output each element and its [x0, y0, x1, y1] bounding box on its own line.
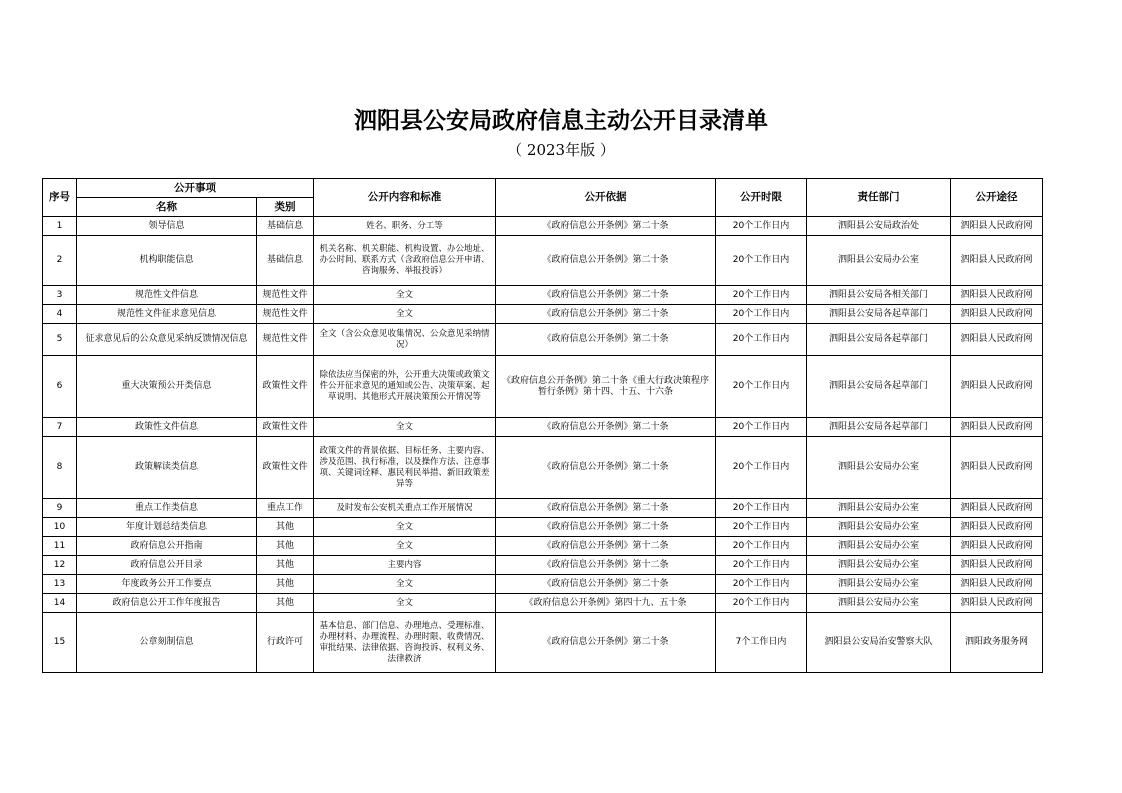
cell-category: 其他 — [257, 556, 314, 575]
table-row — [43, 217, 1043, 236]
cell-category: 规范性文件 — [257, 305, 314, 324]
cell-content: 全文（含公众意见收集情况、公众意见采纳情况） — [314, 324, 496, 356]
cell-content: 全文 — [314, 594, 496, 613]
header-channel: 公开途径 — [951, 179, 1043, 217]
cell-dept: 泗阳县公安局办公室 — [807, 437, 951, 499]
cell-name: 政府信息公开目录 — [77, 556, 257, 575]
table-row — [43, 575, 1043, 594]
cell-dept: 泗阳县公安局办公室 — [807, 236, 951, 286]
table-row — [43, 305, 1043, 324]
cell-content: 全文 — [314, 575, 496, 594]
table-row — [43, 286, 1043, 305]
cell-content: 全文 — [314, 286, 496, 305]
cell-dept: 泗阳县公安局政治处 — [807, 217, 951, 236]
cell-dept: 泗阳县公安局各相关部门 — [807, 286, 951, 305]
cell-basis: 《政府信息公开条例》第二十条 — [496, 324, 716, 356]
table-row — [43, 594, 1043, 613]
header-category: 类别 — [257, 198, 314, 217]
cell-name: 领导信息 — [77, 217, 257, 236]
cell-time: 20个工作日内 — [716, 418, 807, 437]
header-dept: 责任部门 — [807, 179, 951, 217]
cell-category: 其他 — [257, 518, 314, 537]
cell-channel: 泗阳县人民政府网 — [951, 518, 1043, 537]
cell-category: 规范性文件 — [257, 324, 314, 356]
cell-channel: 泗阳县人民政府网 — [951, 556, 1043, 575]
cell-time: 20个工作日内 — [716, 324, 807, 356]
cell-time: 20个工作日内 — [716, 575, 807, 594]
cell-seq: 10 — [43, 518, 77, 537]
cell-name: 重大决策预公开类信息 — [77, 356, 257, 418]
header-seq: 序号 — [43, 179, 77, 217]
header-basis: 公开依据 — [496, 179, 716, 217]
cell-content: 政策文件的背景依据、目标任务、主要内容、涉及范围、执行标准，以及操作方法、注意事项、关键词诠释、惠民利民举措、新旧政策差异等 — [314, 437, 496, 499]
cell-category: 其他 — [257, 537, 314, 556]
cell-dept: 泗阳县公安局各起草部门 — [807, 305, 951, 324]
cell-name: 征求意见后的公众意见采纳反馈情况信息 — [77, 324, 257, 356]
cell-seq: 11 — [43, 537, 77, 556]
cell-channel: 泗阳政务服务网 — [951, 613, 1043, 673]
cell-content: 主要内容 — [314, 556, 496, 575]
cell-time: 20个工作日内 — [716, 305, 807, 324]
cell-time: 20个工作日内 — [716, 556, 807, 575]
cell-channel: 泗阳县人民政府网 — [951, 305, 1043, 324]
table-body — [43, 217, 1043, 673]
cell-content: 全文 — [314, 537, 496, 556]
cell-time: 20个工作日内 — [716, 236, 807, 286]
cell-category: 重点工作 — [257, 499, 314, 518]
cell-basis: 《政府信息公开条例》第二十条 — [496, 575, 716, 594]
table-row — [43, 236, 1043, 286]
cell-content: 全文 — [314, 305, 496, 324]
table-row — [43, 437, 1043, 499]
header-content: 公开内容和标准 — [314, 179, 496, 217]
cell-basis: 《政府信息公开条例》第二十条 — [496, 613, 716, 673]
table-row — [43, 613, 1043, 673]
cell-channel: 泗阳县人民政府网 — [951, 286, 1043, 305]
cell-channel: 泗阳县人民政府网 — [951, 594, 1043, 613]
cell-name: 政府信息公开工作年度报告 — [77, 594, 257, 613]
table-row — [43, 356, 1043, 418]
cell-time: 20个工作日内 — [716, 217, 807, 236]
cell-time: 20个工作日内 — [716, 594, 807, 613]
table-row — [43, 418, 1043, 437]
cell-name: 政府信息公开指南 — [77, 537, 257, 556]
cell-content: 全文 — [314, 518, 496, 537]
cell-seq: 6 — [43, 356, 77, 418]
cell-dept: 泗阳县公安局办公室 — [807, 556, 951, 575]
cell-seq: 5 — [43, 324, 77, 356]
cell-time: 20个工作日内 — [716, 286, 807, 305]
cell-name: 机构职能信息 — [77, 236, 257, 286]
cell-seq: 1 — [43, 217, 77, 236]
cell-time: 20个工作日内 — [716, 518, 807, 537]
cell-content: 基本信息、部门信息、办理地点、受理标准、办理材料、办理流程、办理时限、收费情况、审批结果、法律依据、咨询投诉、权利义务、法律救济 — [314, 613, 496, 673]
cell-dept: 泗阳县公安局办公室 — [807, 518, 951, 537]
cell-time: 20个工作日内 — [716, 356, 807, 418]
page-title: 泗阳县公安局政府信息主动公开目录清单 — [354, 107, 768, 134]
cell-name: 规范性文件征求意见信息 — [77, 305, 257, 324]
cell-dept: 泗阳县公安局办公室 — [807, 594, 951, 613]
cell-category: 政策性文件 — [257, 437, 314, 499]
cell-content: 及时发布公安机关重点工作开展情况 — [314, 499, 496, 518]
cell-channel: 泗阳县人民政府网 — [951, 217, 1043, 236]
cell-seq: 12 — [43, 556, 77, 575]
cell-dept: 泗阳县公安局办公室 — [807, 575, 951, 594]
cell-channel: 泗阳县人民政府网 — [951, 356, 1043, 418]
cell-seq: 9 — [43, 499, 77, 518]
cell-dept: 泗阳县公安局治安警察大队 — [807, 613, 951, 673]
cell-dept: 泗阳县公安局各起草部门 — [807, 418, 951, 437]
disclosure-catalog-table — [42, 178, 1043, 673]
cell-name: 公章刻制信息 — [77, 613, 257, 673]
cell-basis: 《政府信息公开条例》第二十条 — [496, 418, 716, 437]
cell-basis: 《政府信息公开条例》第十二条 — [496, 537, 716, 556]
table-row — [43, 556, 1043, 575]
header-item: 公开事项 — [77, 179, 314, 198]
cell-content: 全文 — [314, 418, 496, 437]
cell-channel: 泗阳县人民政府网 — [951, 236, 1043, 286]
cell-content: 机关名称、机关职能、机构设置、办公地址、办公时间、联系方式（含政府信息公开申请、咨询服务、举报投诉） — [314, 236, 496, 286]
cell-time: 20个工作日内 — [716, 437, 807, 499]
cell-channel: 泗阳县人民政府网 — [951, 575, 1043, 594]
cell-category: 其他 — [257, 575, 314, 594]
cell-seq: 8 — [43, 437, 77, 499]
cell-seq: 7 — [43, 418, 77, 437]
cell-category: 基础信息 — [257, 217, 314, 236]
cell-basis: 《政府信息公开条例》第二十条 — [496, 437, 716, 499]
cell-time: 20个工作日内 — [716, 499, 807, 518]
cell-channel: 泗阳县人民政府网 — [951, 418, 1043, 437]
cell-basis: 《政府信息公开条例》第十二条 — [496, 556, 716, 575]
cell-basis: 《政府信息公开条例》第二十条 — [496, 236, 716, 286]
cell-content: 姓名、职务、分工等 — [314, 217, 496, 236]
cell-name: 年度政务公开工作要点 — [77, 575, 257, 594]
cell-channel: 泗阳县人民政府网 — [951, 437, 1043, 499]
cell-dept: 泗阳县公安局各起草部门 — [807, 324, 951, 356]
table-row — [43, 518, 1043, 537]
cell-seq: 13 — [43, 575, 77, 594]
cell-category: 规范性文件 — [257, 286, 314, 305]
cell-seq: 14 — [43, 594, 77, 613]
header-time: 公开时限 — [716, 179, 807, 217]
cell-name: 年度计划总结类信息 — [77, 518, 257, 537]
cell-time: 20个工作日内 — [716, 537, 807, 556]
table-row — [43, 499, 1043, 518]
table-row — [43, 537, 1043, 556]
cell-category: 基础信息 — [257, 236, 314, 286]
cell-category: 其他 — [257, 594, 314, 613]
cell-basis: 《政府信息公开条例》第二十条《重大行政决策程序暂行条例》第十四、十五、十六条 — [496, 356, 716, 418]
cell-seq: 15 — [43, 613, 77, 673]
cell-name: 重点工作类信息 — [77, 499, 257, 518]
cell-content: 除依法应当保密的外，公开重大决策或政策文件公开征求意见的通知或公告、决策草案、起草说明、其他形式开展决策预公开情况等 — [314, 356, 496, 418]
page-subtitle: （ 2023年版 ） — [507, 141, 615, 159]
cell-basis: 《政府信息公开条例》第四十九、五十条 — [496, 594, 716, 613]
cell-seq: 3 — [43, 286, 77, 305]
cell-time: 7个工作日内 — [716, 613, 807, 673]
cell-name: 政策性文件信息 — [77, 418, 257, 437]
header-name: 名称 — [77, 198, 257, 217]
cell-basis: 《政府信息公开条例》第二十条 — [496, 305, 716, 324]
cell-category: 行政许可 — [257, 613, 314, 673]
cell-channel: 泗阳县人民政府网 — [951, 324, 1043, 356]
cell-channel: 泗阳县人民政府网 — [951, 537, 1043, 556]
cell-dept: 泗阳县公安局各起草部门 — [807, 356, 951, 418]
cell-dept: 泗阳县公安局办公室 — [807, 499, 951, 518]
cell-channel: 泗阳县人民政府网 — [951, 499, 1043, 518]
cell-dept: 泗阳县公安局办公室 — [807, 537, 951, 556]
cell-name: 规范性文件信息 — [77, 286, 257, 305]
cell-seq: 2 — [43, 236, 77, 286]
cell-category: 政策性文件 — [257, 356, 314, 418]
cell-basis: 《政府信息公开条例》第二十条 — [496, 286, 716, 305]
cell-seq: 4 — [43, 305, 77, 324]
cell-name: 政策解读类信息 — [77, 437, 257, 499]
table-row — [43, 324, 1043, 356]
cell-basis: 《政府信息公开条例》第二十条 — [496, 217, 716, 236]
cell-basis: 《政府信息公开条例》第二十条 — [496, 518, 716, 537]
cell-category: 政策性文件 — [257, 418, 314, 437]
cell-basis: 《政府信息公开条例》第二十条 — [496, 499, 716, 518]
